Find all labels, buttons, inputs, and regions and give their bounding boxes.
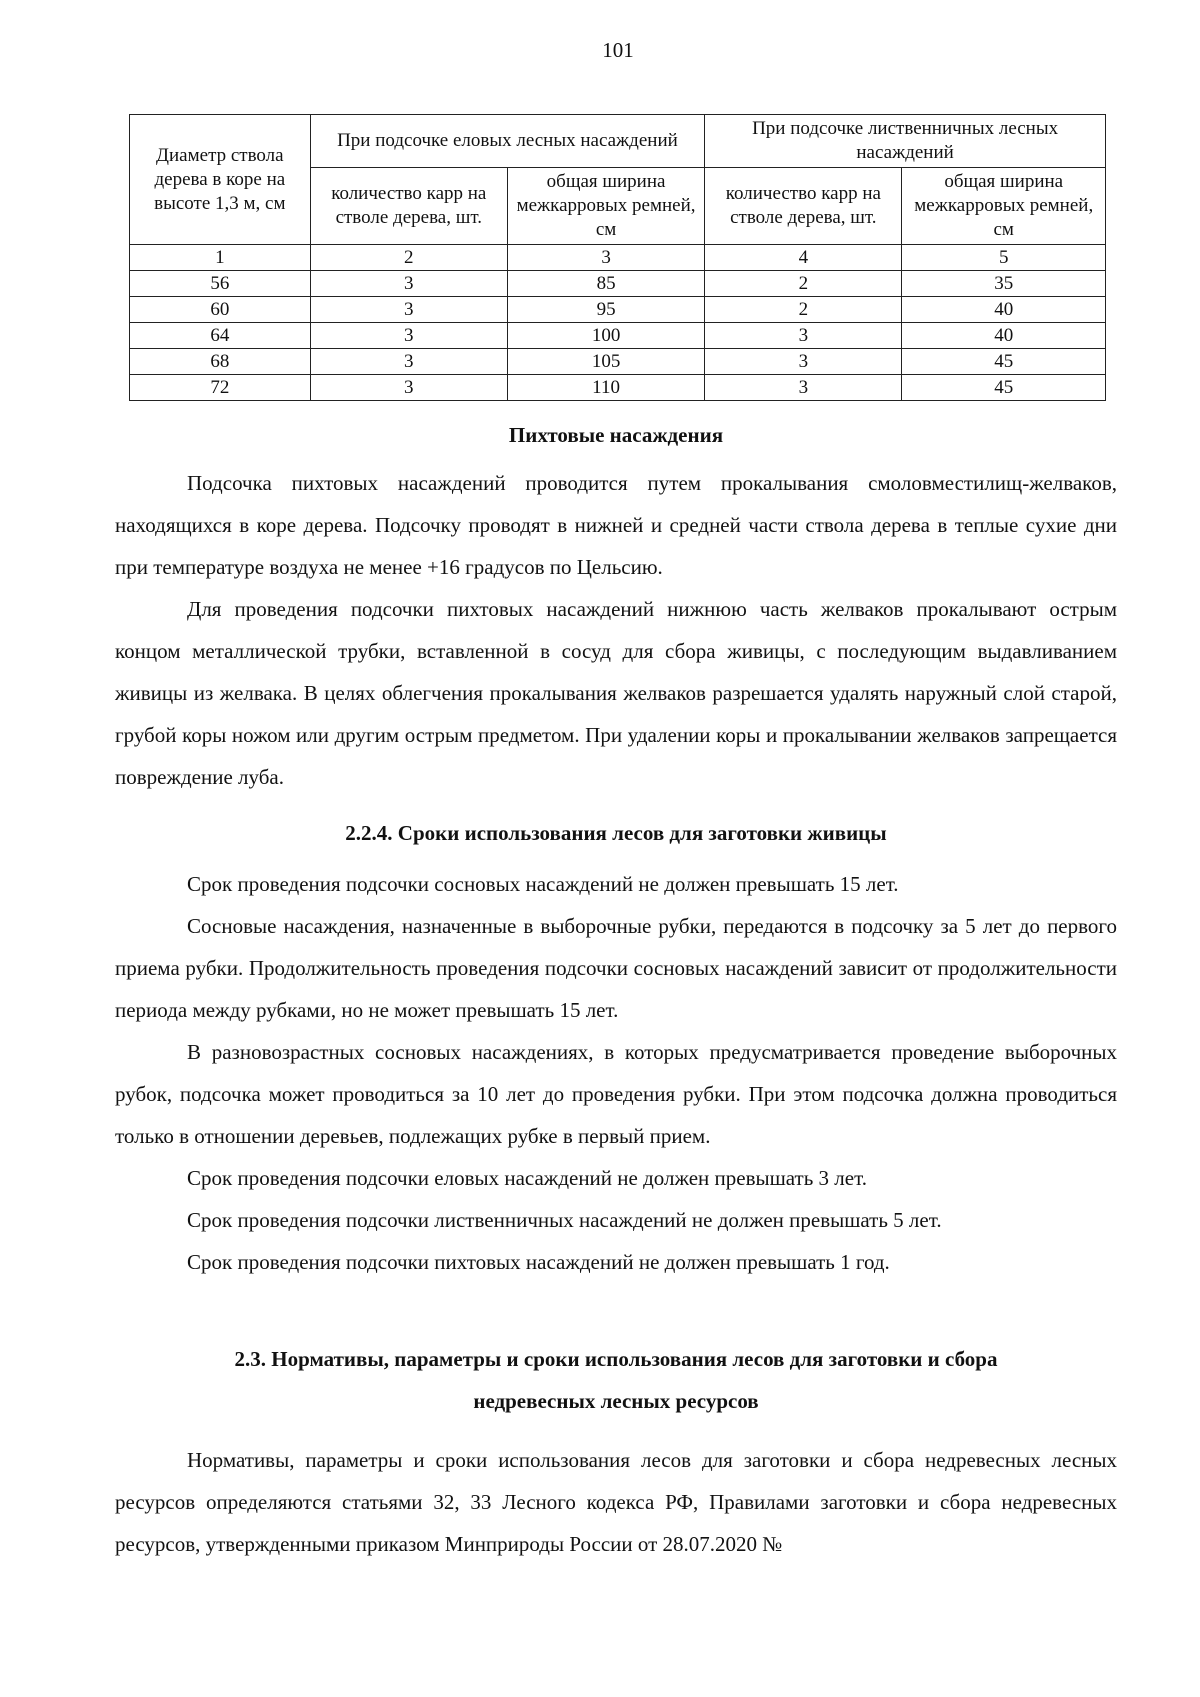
table-cell: 64 xyxy=(130,323,311,349)
table-row xyxy=(130,271,1106,297)
table-row xyxy=(130,245,1106,271)
tapping-norms-table xyxy=(129,114,1106,401)
table-cell: 2 xyxy=(705,297,902,323)
paragraph: Срок проведения подсочки пихтовых насаждений не должен превышать 1 год. xyxy=(187,1250,890,1274)
table-cell: 40 xyxy=(902,297,1106,323)
table-cell: 3 xyxy=(310,323,507,349)
table-cell: 110 xyxy=(507,375,704,401)
table-row xyxy=(130,349,1106,375)
table-cell: 60 xyxy=(130,297,311,323)
paragraph: Срок проведения подсочки еловых насаждений не должен превышать 3 лет. xyxy=(187,1166,867,1190)
paragraph: В разновозрастных сосновых насаждениях, в которых предусматривается проведение выборочных рубок, подсочка может проводиться за 10 лет до проведения рубки. При этом подсочка должна проводиться только в отношении деревьев, подлежащих рубке в первый прием. xyxy=(115,1040,1117,1148)
section-224 xyxy=(115,812,1117,854)
table-cell: 56 xyxy=(130,271,311,297)
table-row xyxy=(130,323,1106,349)
section-23-body xyxy=(115,1439,1117,1565)
paragraph: Подсочка пихтовых насаждений проводится путем прокалывания смоловместилищ-желваков, находящихся в коре дерева. Подсочку проводят в нижней и средней части ствола дерева в теплые сухие дни при температуре воздуха не менее +16 градусов по Цельсию. xyxy=(115,471,1117,579)
table-cell: 72 xyxy=(130,375,311,401)
paragraph: Сосновые насаждения, назначенные в выборочные рубки, передаются в подсочку за 5 лет до первого приема рубки. Продолжительность проведения подсочки сосновых насаждений зависит от продолжительности периода между рубками, но не может превышать 15 лет. xyxy=(115,914,1117,1022)
table-cell: 40 xyxy=(902,323,1106,349)
page-number: 101 xyxy=(602,38,634,62)
header-larch-count: количество карр на стволе дерева, шт. xyxy=(705,168,902,245)
header-larch-width: общая ширина межкарровых ремней, см xyxy=(902,168,1106,245)
table-row xyxy=(130,297,1106,323)
header-trunk-diameter: Диаметр ствола дерева в коре на высоте 1,3 м, см xyxy=(130,115,311,245)
table-cell: 3 xyxy=(310,297,507,323)
table-cell: 3 xyxy=(705,323,902,349)
header-spruce-width: общая ширина межкарровых ремней, см xyxy=(507,168,704,245)
table-cell: 105 xyxy=(507,349,704,375)
section-23 xyxy=(115,1338,1117,1422)
table-cell: 3 xyxy=(507,245,704,271)
header-spruce-group: При подсочке еловых лесных насаждений xyxy=(310,115,705,168)
table-cell: 3 xyxy=(705,349,902,375)
table-cell: 100 xyxy=(507,323,704,349)
section-23-heading: 2.3. Нормативы, параметры и сроки использования лесов для заготовки и сбора недревесных лесных ресурсов xyxy=(234,1347,998,1413)
table-cell: 2 xyxy=(310,245,507,271)
table-cell: 2 xyxy=(705,271,902,297)
fir-heading: Пихтовые насаждения xyxy=(508,423,724,447)
section-224-heading: 2.2.4. Сроки использования лесов для заготовки живицы xyxy=(345,821,887,845)
table-cell: 3 xyxy=(310,271,507,297)
table-cell: 3 xyxy=(705,375,902,401)
table-cell: 68 xyxy=(130,349,311,375)
table-cell: 3 xyxy=(310,375,507,401)
table-cell: 5 xyxy=(902,245,1106,271)
header-larch-group: При подсочке лиственничных лесных насаждений xyxy=(705,115,1106,168)
fir-section xyxy=(115,414,1117,456)
table-cell: 35 xyxy=(902,271,1106,297)
table-row xyxy=(130,375,1106,401)
table-cell: 45 xyxy=(902,349,1106,375)
table-cell: 1 xyxy=(130,245,311,271)
table-cell: 85 xyxy=(507,271,704,297)
paragraph: Нормативы, параметры и сроки использования лесов для заготовки и сбора недревесных лесных ресурсов определяются статьями 32, 33 Лесного кодекса РФ, Правилами заготовки и сбора недревесных ресурсов, утвержденными приказом Минприроды России от 28.07.2020 № xyxy=(115,1448,1117,1556)
paragraph: Для проведения подсочки пихтовых насаждений нижнюю часть желваков прокалывают острым концом металлической трубки, вставленной в сосуд для сбора живицы, с последующим выдавливанием живицы из желвака. В целях облегчения прокалывания желваков разрешается удалять наружный слой старой, грубой коры ножом или другим острым предметом. При удалении коры и прокалывании желваков запрещается повреждение луба. xyxy=(115,597,1117,789)
table-cell: 95 xyxy=(507,297,704,323)
section-224-body xyxy=(115,863,1117,1283)
header-spruce-count: количество карр на стволе дерева, шт. xyxy=(310,168,507,245)
paragraph: Срок проведения подсочки лиственничных насаждений не должен превышать 5 лет. xyxy=(187,1208,942,1232)
table-cell: 45 xyxy=(902,375,1106,401)
table-cell: 4 xyxy=(705,245,902,271)
fir-body xyxy=(115,462,1117,798)
paragraph: Срок проведения подсочки сосновых насаждений не должен превышать 15 лет. xyxy=(187,872,899,896)
table-cell: 3 xyxy=(310,349,507,375)
